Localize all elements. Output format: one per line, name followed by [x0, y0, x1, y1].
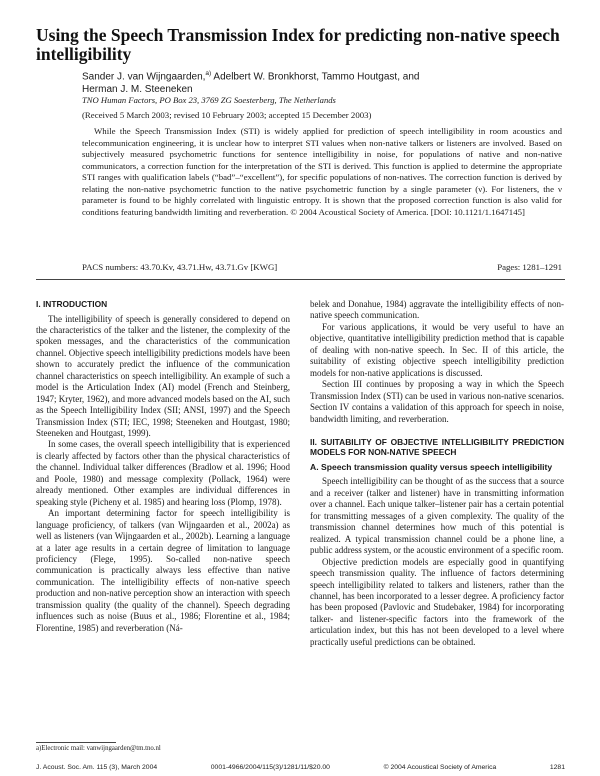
paragraph: For various applications, it would be very useful to have an objective, quantitative intelligibility prediction method that is capable of dealing with non-native speech. In Sec. II of this article, the suitability of existing objective speech intelligibility prediction models for non-native applications is discussed. [310, 321, 564, 378]
page-number: 1281 [549, 764, 565, 771]
author-list [82, 67, 562, 96]
paragraph: In some cases, the overall speech intelligibility that is experienced is clearly affected by factors other than the physical characteristics of the channel. Individual talker differences (Bradlow et al. 1996; Hood and Poole, 1980) and message complexity (Pollack, 1964) were already mentioned. Other examples are individual differences in speaking style (Picheny et al. 1985) and hearing loss (Plomp, 1978). [36, 439, 290, 507]
subsection-heading: A. Speech transmission quality versus speech intelligibility [310, 461, 553, 472]
pacs-numbers: PACS numbers: 43.70.Kv, 43.71.Hw, 43.71.Gv [KWG] [82, 262, 278, 272]
page-range: Pages: 1281–1291 [497, 262, 562, 272]
paper-title: Using the Speech Transmission Index for predicting non-native speech intelligibility [36, 25, 560, 64]
section-heading-suitability: II. SUITABILITY OF OBJECTIVE INTELLIGIBILITY PREDICTION MODELS FOR NON-NATIVE SPEECH [310, 436, 564, 458]
footnote: a)Electronic mail: vanwijngaarden@tm.tno.nl [36, 745, 161, 752]
copyright: © 2004 Acoustical Society of America [383, 764, 497, 771]
paragraph: Section III continues by proposing a way in which the Speech Transmission Index (STI) can be used in various non-native scenarios. Section IV contains a validation of this approach for speech in noise, bandwidth limiting, and reverberation. [310, 379, 564, 424]
author-footnote-marker: a) [205, 70, 212, 77]
paragraph: Speech intelligibility can be thought of as the success that a source and a receiver (talker and listener) have in transmitting information over a channel. Each unique talker–listener pair has a certain potential for transmitting messages of a given complexity. The quality of the transmission channel determines how much of this potential is realized. A typical transmission channel could be a phone line, a public address system, or the acoustic environment of a specific room. [310, 476, 564, 556]
section-heading-introduction: I. INTRODUCTION [36, 299, 108, 309]
pacs-row [82, 262, 562, 272]
journal-citation: J. Acoust. Soc. Am. 115 (3), March 2004 [36, 764, 158, 771]
authors-second-line: Herman J. M. Steeneken [82, 84, 193, 96]
paragraph: Objective prediction models are especially good in quantifying speech transmission quality. The influence of factors determining speech intelligibility related to talkers and listeners, rather than the channel, has been incorporated to a lesser degree. A proficiency factor has been proposed (Pavlovic and Studebaker, 1984) for incorporating talker- and listener-specific factors into the framework of the articulation index, but this has not been developed to a level where practically useful predictions can be obtained. [310, 556, 564, 647]
authors-rest: Adelbert W. Bronkhorst, Tammo Houtgast, and [211, 71, 420, 83]
header-divider [36, 279, 565, 280]
left-column [36, 299, 290, 634]
affiliation: TNO Human Factors, PO Box 23, 3769 ZG Soesterberg, The Netherlands [82, 95, 336, 105]
page-footer [36, 764, 565, 771]
abstract: While the Speech Transmission Index (STI) is widely applied for prediction of speech intelligibility in room acoustics and telecommunication engineering, it is unclear how to interpret STI values when non-native talkers or listeners are involved. Based on subjectively measured psychometric functions for sentence intelligibility in noise, for populations of native and non-native communicators, a correction function for the interpretation of the STI is derived. This function is applied to determine the appropriate STI ranges with qualification labels (“bad”–“excellent”), for specific populations of non-natives. The correction function is derived by relating the non-native psychometric function to the native psychometric function by a single parameter (ν). For listeners, the ν parameter is found to be highly correlated with linguistic entropy. It is shown that the proposed correction function is also valid for conditions featuring bandwidth limiting and reverberation. © 2004 Acoustical Society of America. [DOI: 10.1121/1.1647145] [82, 126, 562, 217]
paragraph-continued: belek and Donahue, 1984) aggravate the intelligibility effects of non-native speech communication. [310, 299, 564, 321]
issn-code: 0001-4966/2004/115(3)/1281/11/$20.00 [210, 764, 330, 771]
authors-first: Sander J. van Wijngaarden, [82, 71, 206, 83]
footnote-divider [36, 742, 116, 743]
received-dates: (Received 5 March 2003; revised 10 February 2003; accepted 15 December 2003) [82, 110, 372, 120]
right-column [310, 299, 564, 648]
paragraph: The intelligibility of speech is generally considered to depend on the characteristics of the talker and the listener, the complexity of the spoken messages, and the characteristics of the communication channel. Objective speech intelligibility predictions models have been shown to accurately predict the influence of the communication channel characteristics on speech intelligibility. An example of such a model is the Articulation Index (AI) model (French and Steinberg, 1947; Kryter, 1962), and more advanced models based on the AI, such as the Speech Intelligibility Index (SII; ANSI, 1997) and the Speech Transmission Index (STI; IEC, 1998; Steeneken and Houtgast, 1980; Steeneken and Houtgast, 1999). [36, 313, 290, 439]
paragraph: An important determining factor for speech intelligibility is language proficiency, of talkers (van Wijngaarden et al., 2002a) as well as listeners (van Wijngaarden et al., 2002b). Learning a language at a later age results in a certain degree of limitation to language proficiency (Flege, 1995). So-called non-native speech communication is practically always less effective than native communication. The intelligibility effects of non-native speech production and non-native perception show an interaction with speech transmission quality (the quality of the channel). Speech degrading influences such as noise (Buus et al., 1986; Florentine et al., 1984; Florentine, 1985) and reverberation (Ná- [36, 508, 290, 633]
